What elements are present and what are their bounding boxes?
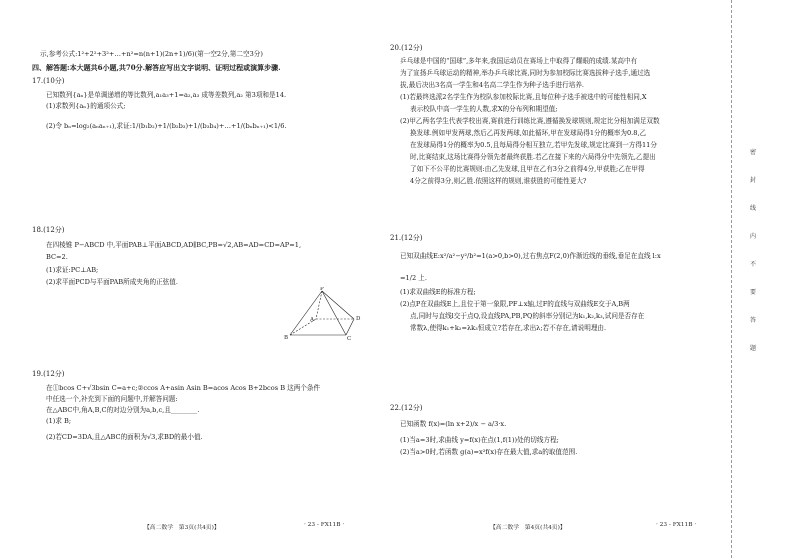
figure-label-b: B (284, 335, 289, 341)
question-text-line: 常数λ,使得k₁+k₂=λk₃恒成立?若存在,求出λ;若不存在,请说明理由. (410, 324, 607, 332)
left-exam-page (0, 0, 380, 558)
left-footer-code: · 23 - FX11B · (304, 522, 345, 528)
figure-label-p: P (320, 287, 324, 292)
question-text-line: 已知函数 f(x)=(ln x+2)/x − a/3·x. (400, 420, 507, 428)
right-footer-code: · 23 - FX11B · (656, 522, 697, 528)
question-text-line: (1)当a=3时,求曲线 y=f(x)在点(1,f(1))处的切线方程; (400, 436, 559, 444)
question-text-line: (2)令 bₙ=log₂(aₙaₙ₊₁),求证:1/(b₁b₂)+1/(b₂b₃)+1/(b₃b₄)+…+1/(bₙbₙ₊₁)<1/6. (46, 122, 287, 130)
question-text-line: 在①bcos C+√3bsin C=a+c;②ccos A+asin Asin B=acos Acos B+2bcos B 这两个条件 (46, 384, 321, 392)
question-text-line: 已知双曲线E:x²/a²−y²/b²=1(a>0,b>0),过右焦点F(2,0)作渐近线的垂线,垂足在直线 l:x (400, 252, 661, 260)
question-heading: 18.(12分) (32, 226, 65, 234)
question-text-line: 表示校队中高一学生的人数,求X的分布列和期望值; (410, 105, 558, 113)
figure-label-a: A (310, 317, 314, 323)
question-heading: 四、解答题:本大题共6小题,共70分.解答应写出文字说明、证明过程或演算步骤. (32, 63, 281, 72)
seal-char: 内 (749, 233, 756, 240)
question-text-line: 乒乓球是中国的“国球”,多年来,我国运动员在赛场上中取得了耀眼的成绩.某高中有 (400, 57, 638, 65)
question-text-line: 拔,最后决出3名高一学生和4名高二学生作为种子选手进行培养. (400, 81, 585, 89)
left-footer-title: 【高二数学 第3页(共4页)】 (144, 525, 220, 531)
question-heading: 22.(12分) (390, 404, 423, 412)
question-text-line: 时,比赛结束,这场比赛得分领先者最终获胜.若乙在接下来的六局得分中先领先,乙提出 (410, 153, 656, 161)
question-text-line: 在四棱锥 P−ABCD 中,平面PAB⊥平面ABCD,AD∥BC,PB=√2,AB=AD=CD=AP=1, (46, 241, 302, 249)
seal-line (731, 0, 732, 558)
question-text-line: 中任选一个,补充到下面的问题中,并解答问题: (46, 395, 178, 403)
seal-margin-notice (745, 150, 761, 374)
seal-char: 封 (749, 177, 756, 184)
seal-char: 要 (749, 289, 756, 296)
question-text-line: (2)甲乙两名学生代表学校出赛,赛前进行训练比赛,遵循换发球规则,规定比分相加满足双数 (400, 117, 660, 125)
question-heading: 20.(12分) (390, 44, 423, 52)
question-text-line: (1)若最终选派2名学生作为校队参加校际比赛,且每位种子选手被选中的可能性相同,X (400, 93, 647, 101)
question-heading: 21.(12分) (390, 234, 423, 242)
question-text-line: =1/2 上. (400, 274, 427, 282)
question-text-line: 4分之前得3分,则乙胜.依照这样的规则,谁获胜的可能性更大? (410, 177, 587, 185)
right-footer-title: 【高二数学 第4页(共4页)】 (490, 525, 566, 531)
question-text-line: (2)当a>0时,若函数 g(a)=x²f(x)存在最大值,求a的取值范围. (400, 448, 578, 456)
question-text-line: BC=2. (46, 253, 68, 261)
question-text-line: (2)求平面PCD与平面PAB所成夹角的正弦值. (46, 278, 178, 286)
question-text-line: 换发球.例如甲发两球,然后乙再发两球,如此循环,甲在发球局得1分的概率为0.8,乙 (410, 129, 647, 137)
question-text-line: 在发球局得1分的概率为0.5,且每局得分相互独立,若甲先发球,规定比赛到一方得11分 (410, 141, 657, 149)
question-heading: 17.(10分) (32, 77, 65, 85)
question-text-line: 已知数列{aₙ}是单调递增的等比数列,a₁a₃+1=a₂,a₃ 成等差数列,a₂ 第3项和是14. (46, 91, 287, 99)
question-text-line: (1)求数列{aₙ}的通项公式; (46, 102, 126, 110)
seal-char: 答 (749, 317, 756, 324)
question-text-line: (1)求证:PC⊥AB; (46, 266, 99, 274)
seal-char: 密 (749, 149, 756, 156)
figure-label-d: D (356, 316, 361, 322)
question-text-line: 了如下不公平的比赛规则:由乙先发球,且甲在乙有3分之前得4分,甲获胜;乙在甲得 (410, 165, 645, 173)
right-exam-page (380, 0, 728, 558)
pyramid-figure (282, 287, 362, 343)
question-text-line: 为了宣扬乒乓球运动的精神,举办乒乓球比赛,同时为参加校际比赛选拔种子选手,通过选 (400, 69, 651, 77)
question-text-line: 在△ABC中,角A,B,C的对边分别为a,b,c,且________. (46, 406, 200, 414)
question-text-line: 示,参考公式:1²+2²+3²+…+n²=n(n+1)(2n+1)/6)(第一空2分,第二空3分) (40, 50, 263, 58)
seal-char: 不 (749, 261, 756, 268)
question-text-line: (2)点P在双曲线E上,且位于第一象限,PF⊥x轴,过F的直线与双曲线E交于A,B两 (400, 300, 630, 308)
question-text-line: 点,同时与直线l交于点Q,设直线PA,PB,PQ的斜率分别记为k₁,k₂,k₃,试问是否存在 (410, 312, 645, 320)
figure-label-c: C (347, 336, 352, 342)
question-text-line: (2)若CD=3DA,且△ABC的面积为√3,求BD的最小值. (46, 433, 203, 441)
question-text-line: (1)求双曲线E的标准方程; (400, 288, 476, 296)
seal-char: 线 (749, 205, 756, 212)
question-text-line: (1)求 B; (46, 417, 72, 425)
question-heading: 19.(12分) (32, 370, 65, 378)
seal-char: 题 (749, 345, 756, 352)
